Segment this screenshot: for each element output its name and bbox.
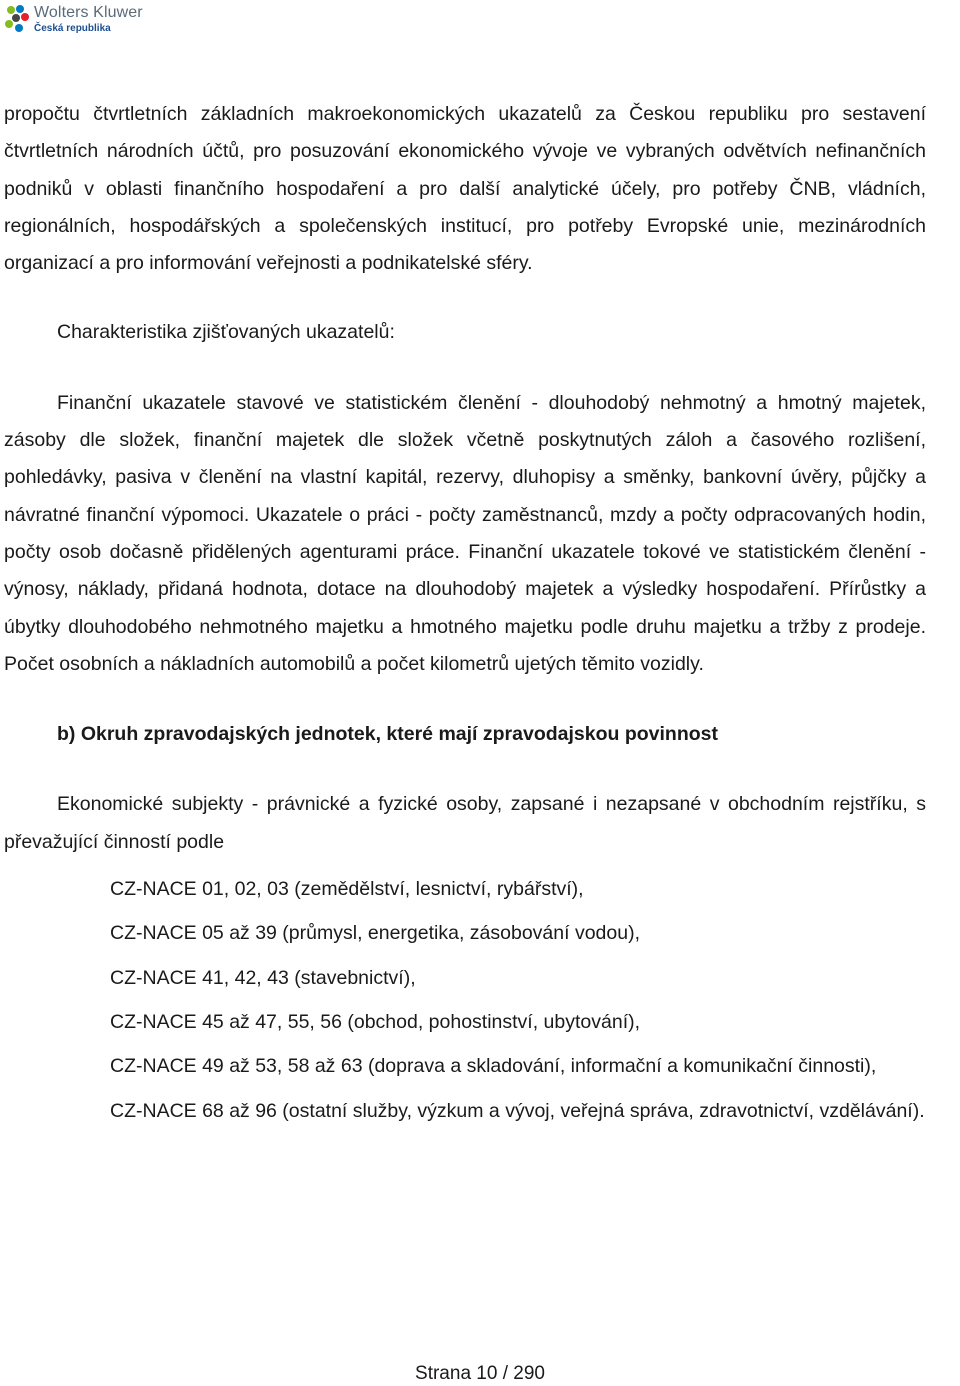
- paragraph-indicators: Finanční ukazatele stavové ve statistickém členění - dlouhodobý nehmotný a hmotný majetek, zásoby dle složek, finanční majetek dle složek včetně poskytnutých záloh a časového rozlišení, pohledávky, pasiva v členění na vlastní kapitál, rezervy, dluhopisy a směnky, bankovní úvěry, půjčky a návratné finanční výpomoci. Ukazatele o práci - počty zaměstnanců, mzdy a počty odpracovaných hodin, počty osob dočasně přidělených agenturami práce. Finanční ukazatele tokové ve statistickém členění - výnosy, náklady, přidaná hodnota, dotace na dlouhodobý majetek a výsledky hospodaření. Přírůstky a úbytky dlouhodobého nehmotného majetku a hmotného majetku podle druhu majetku a tržby z prodeje. Počet osobních a nákladních automobilů a počet kilometrů ujetých těmito vozidly.: [4, 391, 926, 675]
- section-heading: b) Okruh zpravodajských jednotek, které mají zpravodajskou povinnost: [57, 723, 719, 746]
- list-item: CZ-NACE 49 až 53, 58 až 63 (doprava a skladování, informační a komunikační činnosti),: [110, 1055, 877, 1078]
- brand-name: Wolters Kluwer: [34, 4, 143, 21]
- spacer: [4, 352, 926, 385]
- brand-subtitle: Česká republika: [34, 23, 111, 34]
- list-item: CZ-NACE 68 až 96 (ostatní služby, výzkum a vývoj, veřejná správa, zdravotnictví, vzdělávání).: [110, 1099, 925, 1122]
- list-item: CZ-NACE 41, 42, 43 (stavebnictví),: [110, 966, 416, 989]
- page-number: Strana 10 / 290: [415, 1363, 545, 1384]
- wolters-kluwer-logo-icon: [4, 4, 30, 34]
- list-item: CZ-NACE 05 až 39 (průmysl, energetika, zásobování vodou),: [110, 922, 640, 945]
- document-body: [4, 96, 926, 1137]
- header-logo: [4, 3, 143, 37]
- paragraph-intro: propočtu čtvrtletních základních makroekonomických ukazatelů za Českou republiku pro sestavení čtvrtletních národních účtů, pro posuzování ekonomického vývoje ve vybraných odvětvích nefinančních podniků v oblasti finančního hospodaření a pro další analytické účely, pro potřeby ČNB, vládních, regionálních, hospodářských a společenských institucí, pro potřeby Evropské unie, mezinárodních organizací a pro informování veřejnosti a podnikatelské sféry.: [4, 103, 926, 275]
- list-item: CZ-NACE 01, 02, 03 (zemědělství, lesnictví, rybářství),: [110, 878, 584, 901]
- spacer: [4, 282, 926, 314]
- list-item: CZ-NACE 45 až 47, 55, 56 (obchod, pohostinství, ubytování),: [110, 1010, 641, 1033]
- subheading-characteristics: Charakteristika zjišťovaných ukazatelů:: [57, 321, 395, 344]
- spacer: [4, 753, 926, 786]
- spacer: [4, 683, 926, 716]
- nace-list: [4, 871, 926, 1130]
- paragraph-subjects: Ekonomické subjekty - právnické a fyzické osoby, zapsané i nezapsané v obchodním rejstříku, s převažující činností podle: [4, 793, 926, 853]
